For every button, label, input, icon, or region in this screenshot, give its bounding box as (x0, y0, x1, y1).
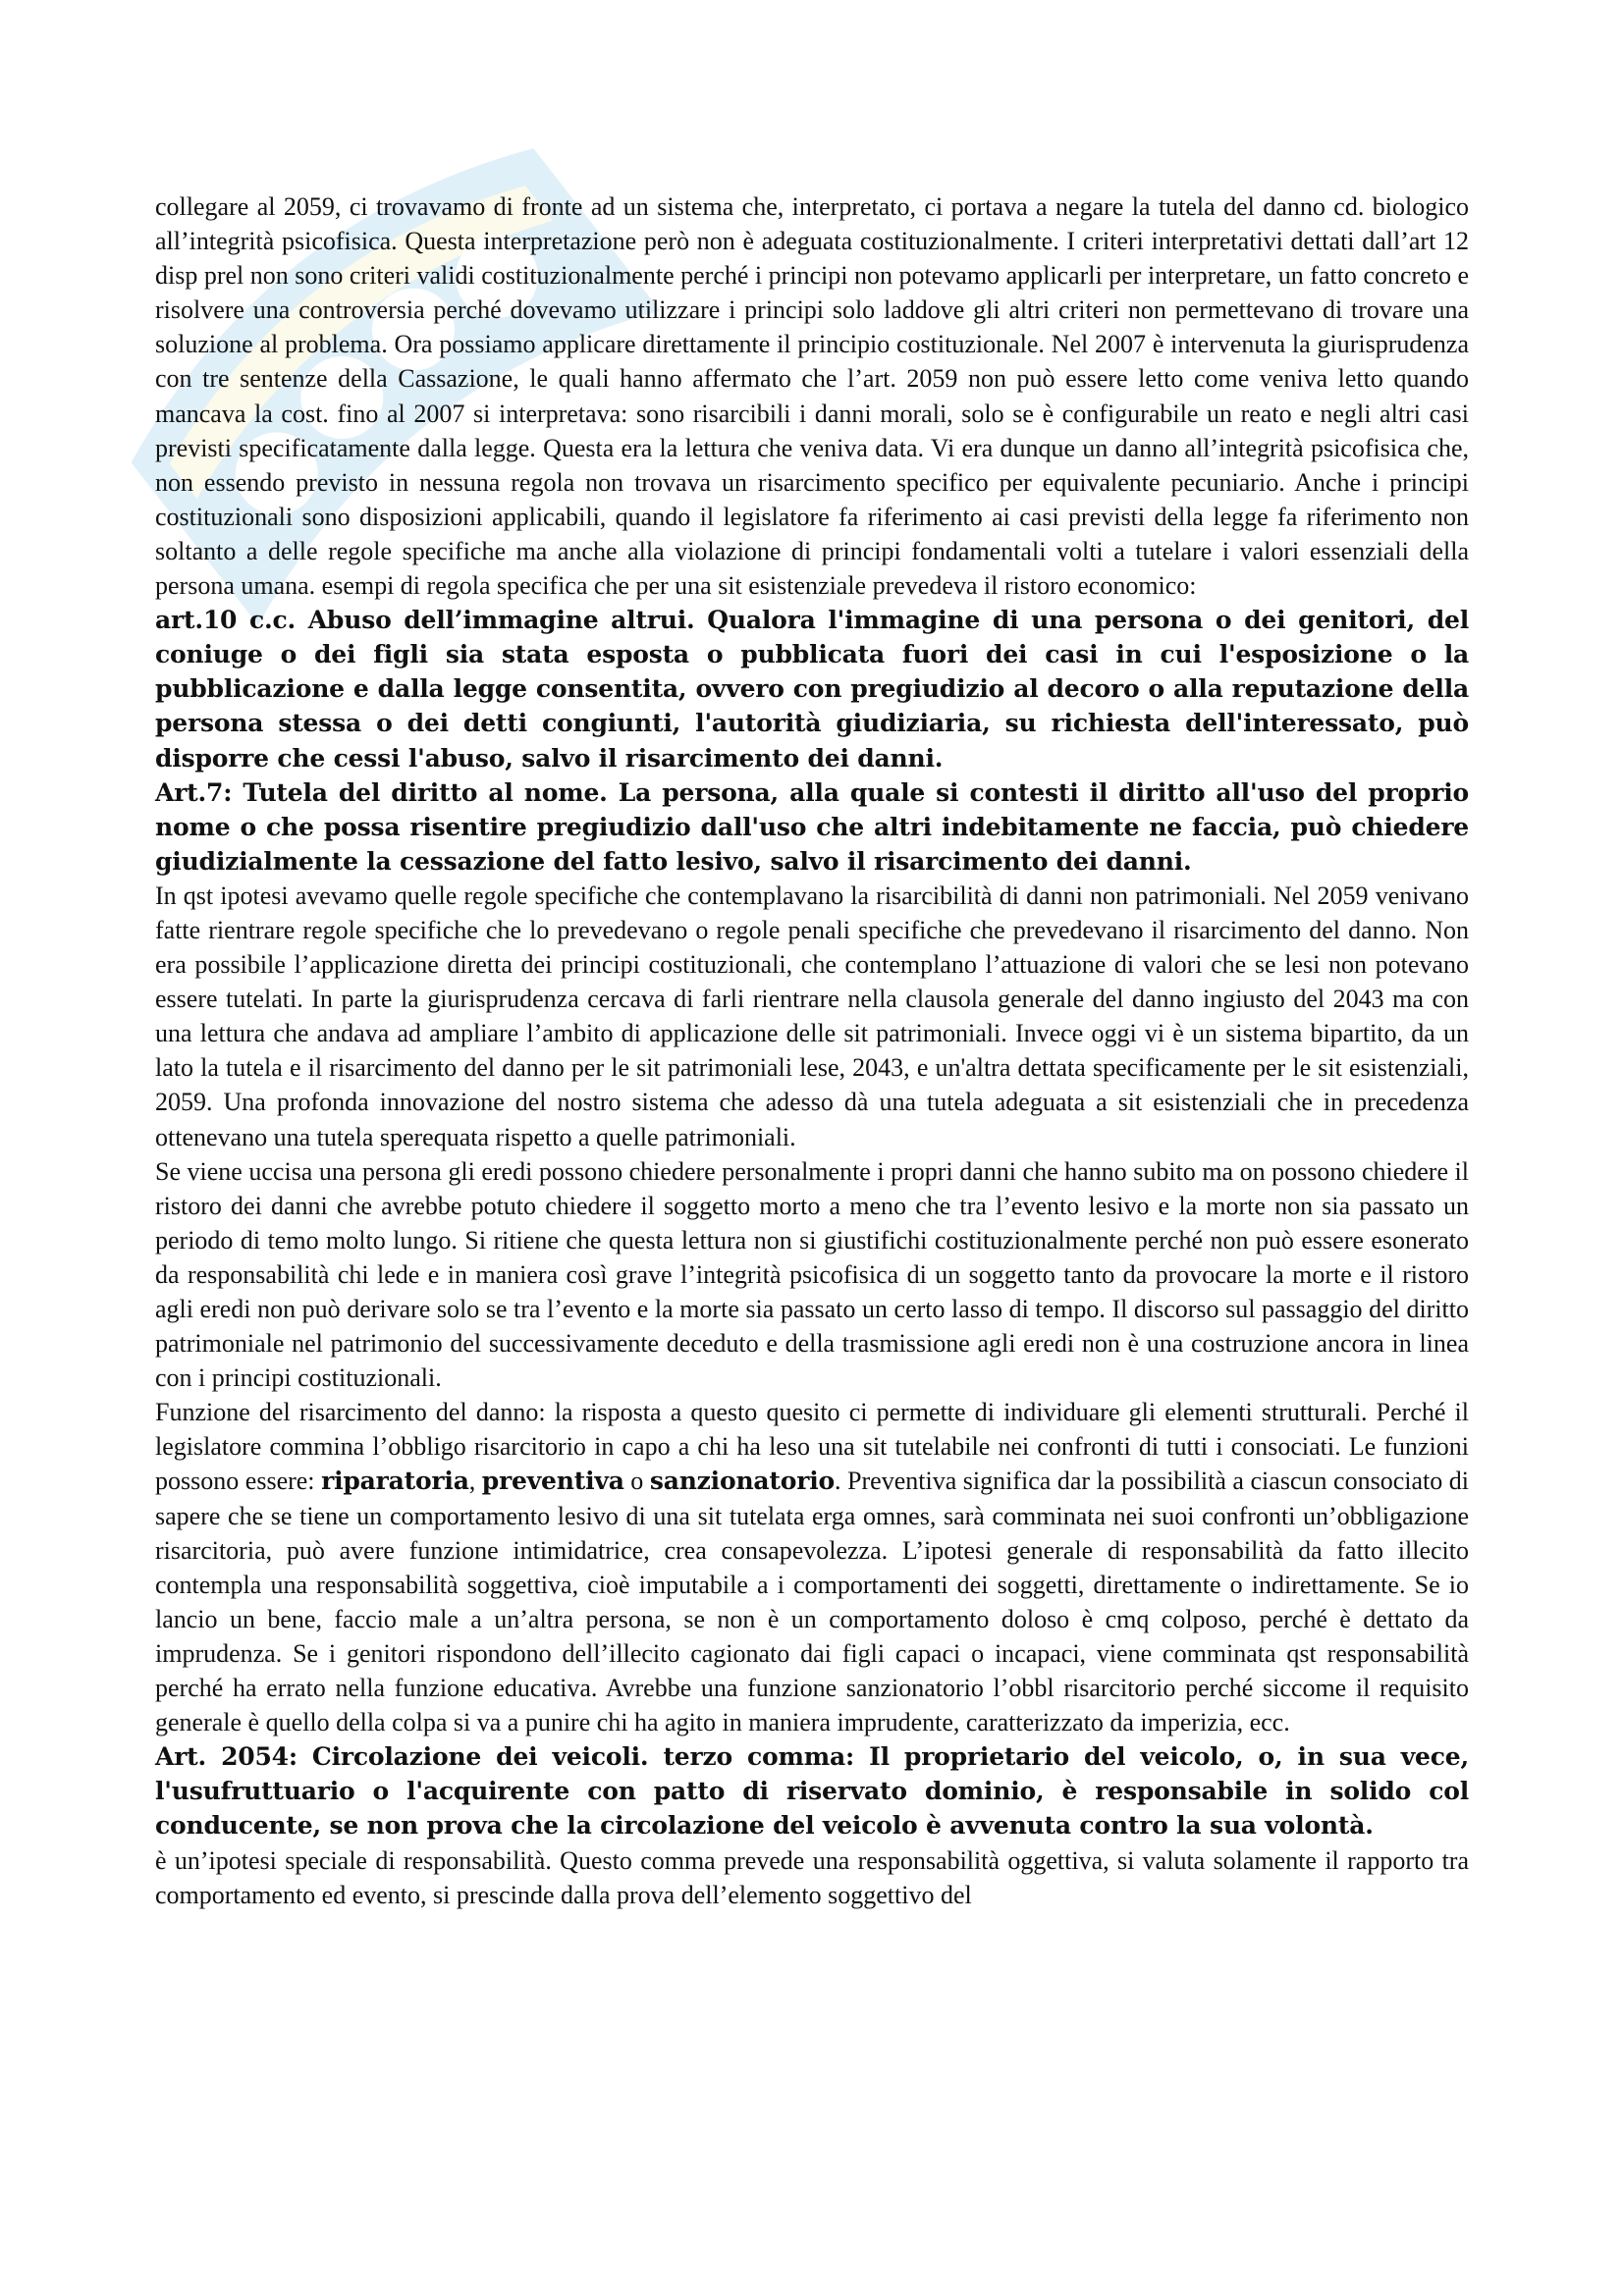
paragraph-danni-non-patrimoniali: In qst ipotesi avevamo quelle regole specifiche che contemplavano la risarcibilità di danni non patrimoniali. Nel 2059 venivano fatte rientrare regole specifiche che lo prevedevano o regole penali specifiche che prevedevano il risarcimento del danno. Non era possibile l’applicazione diretta dei principi costituzionali, che contemplano l’attuazione di valori che se lesi non potevano essere tutelati. In parte la giurisprudenza cercava di farli rientrare nella clausola generale del danno ingiusto del 2043 ma con una lettura che andava ad ampliare l’ambito di applicazione delle sit patrimoniali. Invece oggi vi è un sistema bipartito, da un lato la tutela e il risarcimento del danno per le sit patrimoniali lese, 2043, e un'altra dettata specificamente per le sit esistenziali, 2059. Una profonda innovazione del nostro sistema che adesso dà una tutela adeguata a sit esistenziali che in precedenza ottenevano una tutela sperequata rispetto a quelle patrimoniali. (155, 881, 1469, 1151)
funzione-body-text: . Preventiva significa dar la possibilità a ciascun consociato di sapere che se tiene un comportamento lesivo di una sit tutelata erga omnes, sarà comminata nei suoi confronti un’obbligazione risarcitoria, può avere funzione intimidatrice, crea consapevolezza. L’ipotesi generale di responsabilità da fatto illecito contempla una responsabilità soggettiva, cioè imputabile a i comportamenti dei soggetti, direttamente o indirettamente. Se io lancio un bene, faccio male a un’altra persona, se non è un comportamento doloso è cmq colposo, perché è dettato da imprudenza. Se i genitori rispondono dell’illecito cagionato dai figli capaci o incapaci, viene comminata qst responsabilità perché ha errato nella funzione educativa. Avrebbe una funzione sanzionatorio l’obbl risarcitorio perché siccome il requisito generale è quello della colpa si va a punire chi ha agito in maniera imprudente, caratterizzato da imperizia, ecc. (155, 1467, 1470, 1737)
paragraph-responsabilita-oggettiva: è un’ipotesi speciale di responsabilità. Questo comma prevede una responsabilità oggettiva, si valuta solamente il rapporto tra comportamento ed evento, si prescinde dalla prova dell’elemento soggettivo del (155, 1845, 1469, 1909)
document-body (155, 189, 1469, 1912)
term-riparatoria: riparatoria (321, 1467, 469, 1496)
paragraph-eredi: Se viene uccisa una persona gli eredi possono chiedere personalmente i propri danni che hanno subito ma on possono chiedere il ristoro dei danni che avrebbe potuto chiedere il soggetto morto a meno che tra l’evento lesivo e la morte non sia passato un periodo di temo molto lungo. Si ritiene che questa lettura non si giustifichi costituzionalmente perché non può essere esonerato da responsabilità chi lede e in maniera così grave l’integrità psicofisica di un soggetto tanto da provocare la morte e il ristoro agli eredi non può derivare solo se tra l’evento e la morte sia passato un certo lasso di tempo. Il discorso sul passaggio del diritto patrimoniale nel patrimonio del successivamente deceduto e della trasmissione agli eredi non è una costruzione ancora in linea con i principi costituzionali. (155, 1156, 1469, 1393)
term-preventiva: preventiva (481, 1467, 624, 1496)
funzione-intro-text: Funzione del risarcimento del danno: la risposta a questo quesito ci permette di individuare gli elementi strutturali. Perché il legislatore commina l’obbligo risarcitorio in capo a chi ha leso una sit tutelabile nei confronti di tutti i consociati. Le funzioni possono essere: (155, 1398, 1469, 1496)
separator-o: o (623, 1467, 650, 1496)
term-sanzionatorio: sanzionatorio (649, 1467, 835, 1496)
article-10-abuso-immagine: art.10 c.c. Abuso dell’immagine altrui. Qualora l'immagine di una persona o dei genitori, del coniuge o dei figli sia stata esposta o pubblicata fuori dei casi in cui l'esposizione o la pubblicazione e dalla legge consentita, ovvero con pregiudizio al decoro o alla reputazione della persona stessa o dei detti congiunti, l'autorità giudiziaria, su richiesta dell'interessato, può disporre che cessi l'abuso, salvo il risarcimento dei danni. (155, 606, 1469, 773)
article-2054-circolazione-veicoli: Art. 2054: Circolazione dei veicoli. terzo comma: Il proprietario del veicolo, o, in sua vece, l'usufruttuario o l'acquirente con patto di riservato dominio, è responsabile in solido col conducente, se non prova che la circolazione del veicolo è avvenuta contro la sua volontà. (155, 1742, 1469, 1841)
separator-comma: , (468, 1467, 482, 1496)
paragraph-2059-interpretation: collegare al 2059, ci trovavamo di fronte ad un sistema che, interpretato, ci portava a negare la tutela del danno cd. biologico all’integrità psicofisica. Questa interpretazione però non è adeguata costituzionalmente. I criteri interpretativi dettati dall’art 12 disp prel non sono criteri validi costituzionalmente perché i principi non potevamo applicarli per interpretare, un fatto concreto e risolvere una controversia perché dovevamo utilizzare i principi solo laddove gli altri criteri non permettevano di trovare una soluzione al problema. Ora possiamo applicare direttamente il principio costituzionale. Nel 2007 è intervenuta la giurisprudenza con tre sentenze della Cassazione, le quali hanno affermato che l’art. 2059 non può essere letto come veniva letto quando mancava la cost. fino al 2007 si interpretava: sono risarcibili i danni morali, solo se è configurabile un reato e negli altri casi previsti specificatamente dalla legge. Questa era la lettura che veniva data. Vi era dunque un danno all’integrità psicofisica che, non essendo previsto in nessuna regola non trovava un risarcimento specifico per equivalente pecuniario. Anche i principi costituzionali sono disposizioni applicabili, quando il legislatore fa riferimento ai casi previsti della legge fa riferimento non soltanto a delle regole specifiche ma anche alla violazione di principi fondamentali volti a tutelare i valori essenziali della persona umana. esempi di regola specifica che per una sit esistenziale prevedeva il ristoro economico: (155, 192, 1469, 601)
article-7-tutela-nome: Art.7: Tutela del diritto al nome. La persona, alla quale si contesti il diritto all'uso del proprio nome o che possa risentire pregiudizio dall'uso che altri indebitamente ne faccia, può chiedere giudizialmente la cessazione del fatto lesivo, salvo il risarcimento dei danni. (155, 777, 1469, 876)
paragraph-funzione-risarcimento (155, 1395, 1469, 1739)
